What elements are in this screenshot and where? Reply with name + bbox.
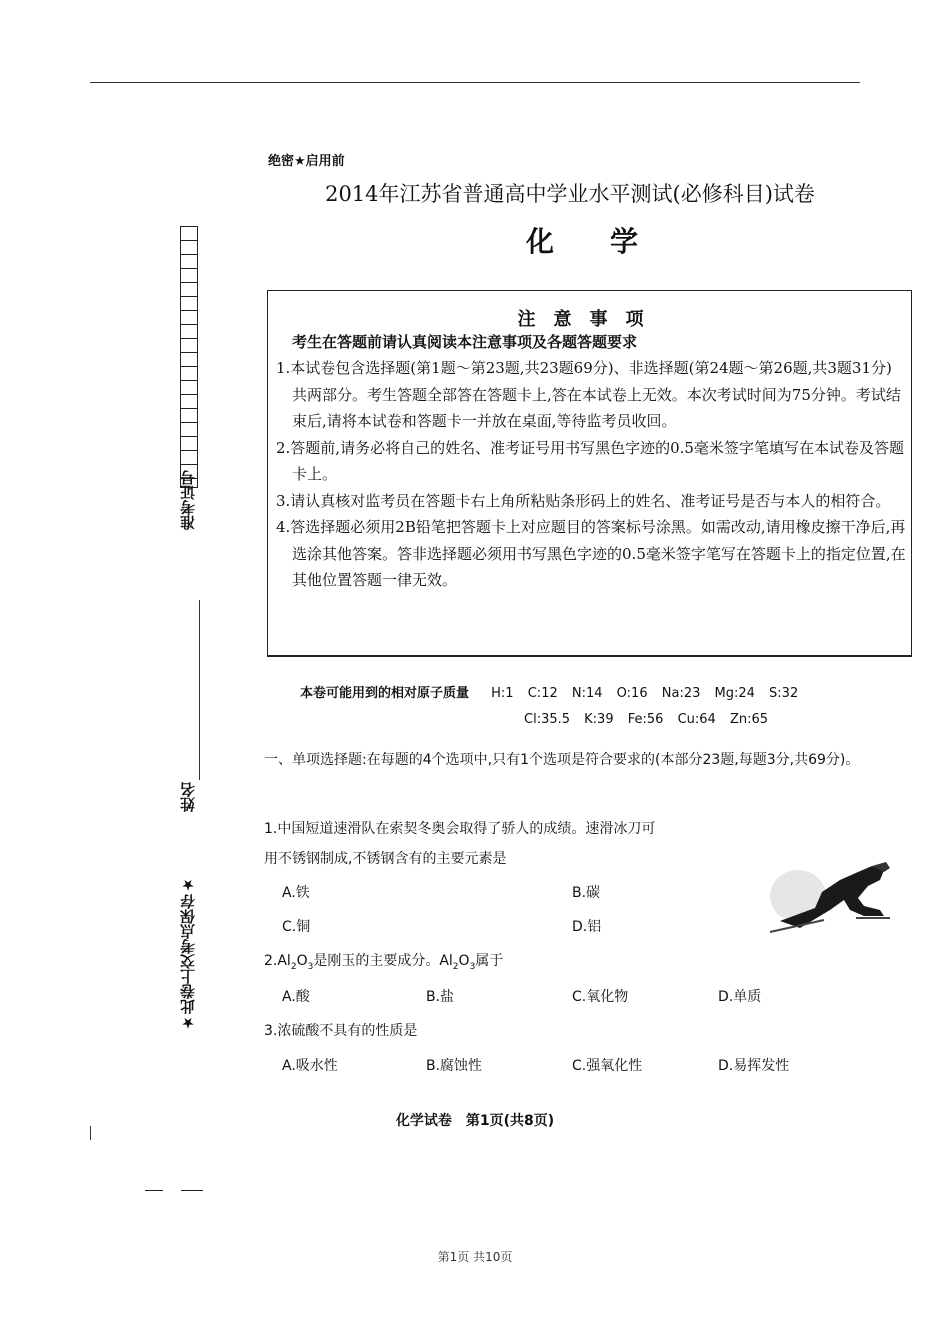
- q2-subscript: 3: [469, 961, 476, 972]
- notice-item: 1.本试卷包含选择题(第1题～第23题,共23题69分)、非选择题(第24题～第26题,共3题31分)共两部分。考生答题全部答在答题卡上,答在本试卷上无效。本次考试时间为75分钟。考试结束后,请将本试卷和答题卡一并放在桌面,等待监考员收回。: [276, 359, 901, 430]
- q2-stem-part: O: [296, 953, 308, 969]
- q2-option-a[interactable]: A.酸: [282, 989, 310, 1005]
- atomic-masses-line1: [300, 682, 808, 701]
- confidential-mark: 绝密★启用前: [268, 154, 345, 169]
- atomic-masses-label: 本卷可能用到的相对原子质量: [300, 686, 470, 701]
- q2-stem-part: 属于: [475, 953, 504, 969]
- notice-item: 4.答选择题必须用2B铅笔把答题卡上对应题目的答案标号涂黑。如需改动,请用橡皮擦干净后,再选涂其他答案。答非选择题必须用书写黑色字迹的0.5毫米签字笔写在答题卡上的指定位置,在其他位置答题一律无效。: [276, 518, 906, 589]
- exam-id-label: 准考证号: [179, 470, 197, 530]
- notice-title: 注意事项: [517, 309, 662, 330]
- atomic-mass: C:12: [527, 686, 558, 701]
- q2-option-c[interactable]: C.氧化物: [572, 989, 629, 1005]
- atomic-mass: Cu:64: [677, 712, 716, 727]
- q3-option-b[interactable]: B.腐蚀性: [426, 1058, 483, 1074]
- q2-subscript: 2: [452, 961, 459, 972]
- q2-option-b[interactable]: B.盐: [426, 989, 455, 1005]
- atomic-mass: H:1: [491, 686, 514, 701]
- atomic-mass: Na:23: [661, 686, 701, 701]
- margin-dash-2: [181, 1190, 203, 1191]
- top-rule: [90, 82, 860, 83]
- margin-dash-1: [145, 1190, 163, 1191]
- keep-note: ★此卷上交考点保存★: [179, 876, 197, 1032]
- exam-title: 2014年江苏省普通高中学业水平测试(必修科目)试卷: [325, 182, 815, 206]
- notice-subtitle: 考生在答题前请认真阅读本注意事项及各题答题要求: [292, 333, 638, 351]
- q3-option-d[interactable]: D.易挥发性: [718, 1058, 790, 1074]
- notice-item: 2.答题前,请务必将自己的姓名、准考证号用书写黑色字迹的0.5毫米签字笔填写在本试卷及答题卡上。: [276, 438, 904, 483]
- atomic-mass: K:39: [584, 712, 614, 727]
- atomic-mass: O:16: [616, 686, 648, 701]
- exam-page-label: 化学试卷 第1页(共8页): [395, 1113, 555, 1129]
- question-2-stem: [264, 950, 503, 972]
- atomic-mass: N:14: [571, 686, 603, 701]
- name-label: 姓名: [179, 782, 197, 812]
- name-line[interactable]: [199, 600, 200, 780]
- atomic-mass: S:32: [769, 686, 799, 701]
- q1-option-b[interactable]: B.碳: [572, 885, 601, 901]
- q1-option-a[interactable]: A.铁: [282, 885, 310, 901]
- atomic-mass: Fe:56: [627, 712, 664, 727]
- atomic-mass: Zn:65: [729, 712, 769, 727]
- atomic-masses-line2: [524, 712, 778, 727]
- q2-stem-part: 是刚玉的主要成分。Al: [313, 953, 453, 969]
- atomic-mass: Mg:24: [714, 686, 755, 701]
- q3-option-a[interactable]: A.吸水性: [282, 1058, 338, 1074]
- section-heading: 一、单项选择题:在每题的4个选项中,只有1个选项是符合要求的(本部分23题,每题3分,共69分)。: [264, 752, 860, 768]
- exam-id-boxes[interactable]: [180, 226, 198, 488]
- question-1-stem: 1.中国短道速滑队在索契冬奥会取得了骄人的成绩。速滑冰刀可用不锈钢制成,不锈钢含有的主要元素是: [264, 821, 656, 867]
- q2-subscript: 3: [307, 961, 314, 972]
- notice-box: [267, 290, 912, 657]
- notice-item: 3.请认真核对监考员在答题卡右上角所粘贴条形码上的姓名、准考证号是否与本人的相符合。: [276, 491, 891, 510]
- q2-subscript: 2: [290, 961, 297, 972]
- subject-title: 化学: [526, 225, 695, 258]
- document-page-number: 第1页 共10页: [437, 1250, 513, 1264]
- atomic-mass: Cl:35.5: [524, 712, 571, 727]
- q2-option-d[interactable]: D.单质: [718, 989, 762, 1005]
- q1-option-d[interactable]: D.铝: [572, 919, 602, 935]
- notice-list: [276, 355, 906, 594]
- q2-stem-part: 2.Al: [264, 953, 291, 969]
- question-3-stem: 3.浓硫酸不具有的性质是: [264, 1023, 418, 1039]
- q2-stem-part: O: [458, 953, 470, 969]
- q1-option-c[interactable]: C.铜: [282, 919, 311, 935]
- speed-skater-image: [760, 836, 910, 946]
- q3-option-c[interactable]: C.强氧化性: [572, 1058, 643, 1074]
